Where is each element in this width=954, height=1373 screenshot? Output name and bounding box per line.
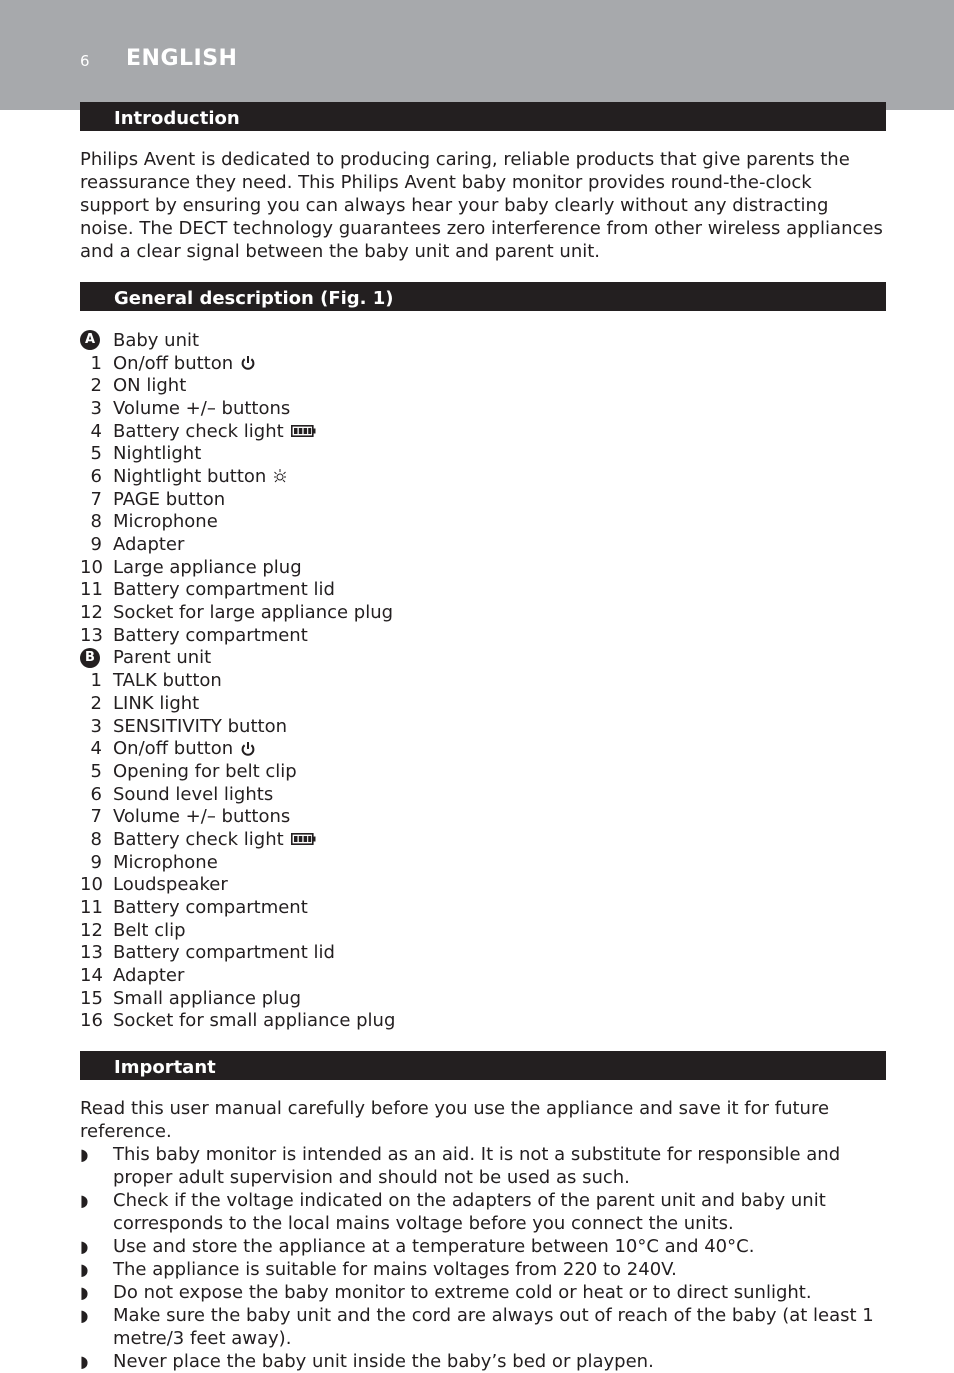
baby-unit-item-nightlight (80, 442, 886, 465)
baby-unit-item-adapter (80, 533, 886, 556)
page-content (80, 102, 886, 1373)
item-label: Nightlight button (113, 465, 267, 487)
battery-icon (291, 833, 316, 845)
parent-unit-label: Parent unit (113, 647, 212, 669)
baby-unit-item-microphone (80, 511, 886, 534)
item-label: Loudspeaker (113, 874, 228, 896)
baby-unit-label: Baby unit (113, 329, 200, 351)
baby-unit-item-socket-for-large-appliance-plug (80, 601, 886, 624)
item-number: 13 (80, 624, 103, 646)
language-heading: ENGLISH (126, 46, 238, 71)
parent-unit-item-adapter (80, 964, 886, 987)
parent-unit-items (80, 669, 886, 1032)
important-bullet-item (80, 1189, 886, 1235)
item-number: 11 (80, 579, 103, 601)
parent-unit-item-microphone (80, 851, 886, 874)
bullet-text: Check if the voltage indicated on the adapters of the parent unit and baby unit corresponds to the local mains voltage before you connect the units. (113, 1190, 826, 1235)
baby-unit-item-battery-compartment (80, 624, 886, 647)
parent-unit-item-link-light (80, 692, 886, 715)
power-icon (240, 355, 256, 371)
parts-list (80, 329, 886, 1032)
bullet-text: Use and store the appliance at a temperature between 10°C and 40°C. (113, 1236, 755, 1258)
item-number: 5 (90, 443, 102, 465)
item-label: PAGE button (113, 488, 226, 510)
item-label: Opening for belt clip (113, 760, 297, 782)
item-label: LINK light (113, 692, 200, 714)
header-band (0, 0, 954, 110)
baby-unit-item-page-button (80, 488, 886, 511)
item-number: 6 (90, 465, 102, 487)
bullet-icon: ◗ (80, 1283, 89, 1303)
item-number: 7 (90, 806, 102, 828)
important-bullet-item (80, 1235, 886, 1258)
bullet-icon: ◗ (80, 1191, 89, 1211)
item-label: On/off button (113, 738, 234, 760)
item-label: Nightlight (113, 443, 202, 465)
baby-unit-items (80, 352, 886, 647)
important-bullet-item (80, 1281, 886, 1304)
item-label: Adapter (113, 534, 185, 556)
bullet-icon: ◗ (80, 1260, 89, 1280)
item-number: 8 (90, 511, 102, 533)
bullet-text: Do not expose the baby monitor to extreme cold or heat or to direct sunlight. (113, 1282, 812, 1304)
item-label: Adapter (113, 965, 185, 987)
parent-unit-item-socket-for-small-appliance-plug (80, 1010, 886, 1033)
parent-unit-item-volume-buttons (80, 805, 886, 828)
baby-unit-item-nightlight-button (80, 465, 886, 488)
item-label: Socket for large appliance plug (113, 602, 394, 624)
parent-unit-item-belt-clip (80, 919, 886, 942)
important-intro: Read this user manual carefully before you use the appliance and save it for future reference. (80, 1098, 830, 1143)
item-number: 4 (90, 738, 102, 760)
item-number: 15 (80, 987, 103, 1009)
parent-unit-item-loudspeaker (80, 874, 886, 897)
baby-unit-item-large-appliance-plug (80, 556, 886, 579)
item-number: 14 (80, 965, 103, 987)
item-number: 6 (90, 783, 102, 805)
baby-unit-item-volume-buttons (80, 397, 886, 420)
general-description-heading: General description (Fig. 1) (80, 282, 886, 311)
item-number: 1 (90, 670, 102, 692)
item-number: 11 (80, 897, 103, 919)
item-number: 10 (80, 874, 103, 896)
important-bullet-item (80, 1304, 886, 1350)
nightlight-icon (273, 468, 287, 484)
item-label: Battery check light (113, 828, 284, 850)
fig-marker-a: A (80, 330, 100, 350)
item-label: Socket for small appliance plug (113, 1010, 396, 1032)
important-bullet-item (80, 1258, 886, 1281)
item-label: On/off button (113, 352, 234, 374)
parent-unit-item-battery-compartment-lid (80, 942, 886, 965)
introduction-heading: Introduction (80, 102, 886, 131)
bullet-text: This baby monitor is intended as an aid. It is not a substitute for responsible and proper adult supervision and should not be used as such. (113, 1144, 841, 1189)
item-number: 3 (90, 715, 102, 737)
item-number: 12 (80, 602, 103, 624)
important-heading: Important (80, 1051, 886, 1080)
baby-unit-item-on-light (80, 374, 886, 397)
item-label: SENSITIVITY button (113, 715, 288, 737)
item-number: 7 (90, 488, 102, 510)
item-number: 13 (80, 942, 103, 964)
item-number: 2 (90, 692, 102, 714)
important-bullets (80, 1143, 886, 1373)
parent-unit-item-talk-button (80, 669, 886, 692)
bullet-text: Make sure the baby unit and the cord are always out of reach of the baby (at least 1 metre/3 feet away). (113, 1305, 874, 1350)
baby-unit-heading (80, 329, 886, 352)
item-label: Microphone (113, 511, 218, 533)
bullet-text: Never place the baby unit inside the baby’s bed or playpen. (113, 1351, 654, 1373)
fig-marker-b: B (80, 648, 100, 668)
baby-unit-item-battery-check-light (80, 420, 886, 443)
bullet-icon: ◗ (80, 1237, 89, 1257)
item-label: ON light (113, 375, 187, 397)
item-number: 12 (80, 919, 103, 941)
parent-unit-heading (80, 647, 886, 670)
page-number: 6 (80, 52, 90, 70)
parent-unit-item-on-off-button (80, 737, 886, 760)
item-number: 2 (90, 375, 102, 397)
item-number: 4 (90, 420, 102, 442)
item-label: Battery compartment (113, 897, 308, 919)
item-label: TALK button (113, 670, 222, 692)
parent-unit-item-battery-compartment (80, 896, 886, 919)
item-label: Volume +/– buttons (113, 397, 291, 419)
item-number: 8 (90, 828, 102, 850)
item-number: 10 (80, 556, 103, 578)
power-icon (240, 741, 256, 757)
introduction-text: Philips Avent is dedicated to producing caring, reliable products that give parents the reassurance they need. This Philips Avent baby monitor provides round-the-clock support by ensuring you can always hear your baby clearly without any distracting noise. The DECT technology guarantees zero interference from other wireless appliances and a clear signal between the baby unit and parent unit. (80, 149, 883, 262)
important-bullet-item (80, 1143, 886, 1189)
item-label: Volume +/– buttons (113, 806, 291, 828)
item-label: Sound level lights (113, 783, 274, 805)
bullet-text: The appliance is suitable for mains voltages from 220 to 240V. (113, 1259, 677, 1281)
bullet-icon: ◗ (80, 1306, 89, 1326)
item-label: Battery compartment lid (113, 942, 335, 964)
item-label: Belt clip (113, 919, 186, 941)
item-number: 1 (90, 352, 102, 374)
item-number: 9 (90, 851, 102, 873)
bullet-icon: ◗ (80, 1145, 89, 1165)
battery-icon (291, 425, 316, 437)
item-label: Large appliance plug (113, 556, 302, 578)
parent-unit-item-sound-level-lights (80, 783, 886, 806)
baby-unit-item-battery-compartment-lid (80, 579, 886, 602)
item-label: Microphone (113, 851, 218, 873)
item-label: Battery check light (113, 420, 284, 442)
item-label: Small appliance plug (113, 987, 301, 1009)
parent-unit-item-battery-check-light (80, 828, 886, 851)
parent-unit-item-small-appliance-plug (80, 987, 886, 1010)
bullet-icon: ◗ (80, 1352, 89, 1372)
item-label: Battery compartment lid (113, 579, 335, 601)
item-number: 9 (90, 534, 102, 556)
item-label: Battery compartment (113, 624, 308, 646)
item-number: 5 (90, 760, 102, 782)
parent-unit-item-sensitivity-button (80, 715, 886, 738)
parent-unit-item-opening-for-belt-clip (80, 760, 886, 783)
baby-unit-item-on-off-button (80, 352, 886, 375)
item-number: 3 (90, 397, 102, 419)
item-number: 16 (80, 1010, 103, 1032)
